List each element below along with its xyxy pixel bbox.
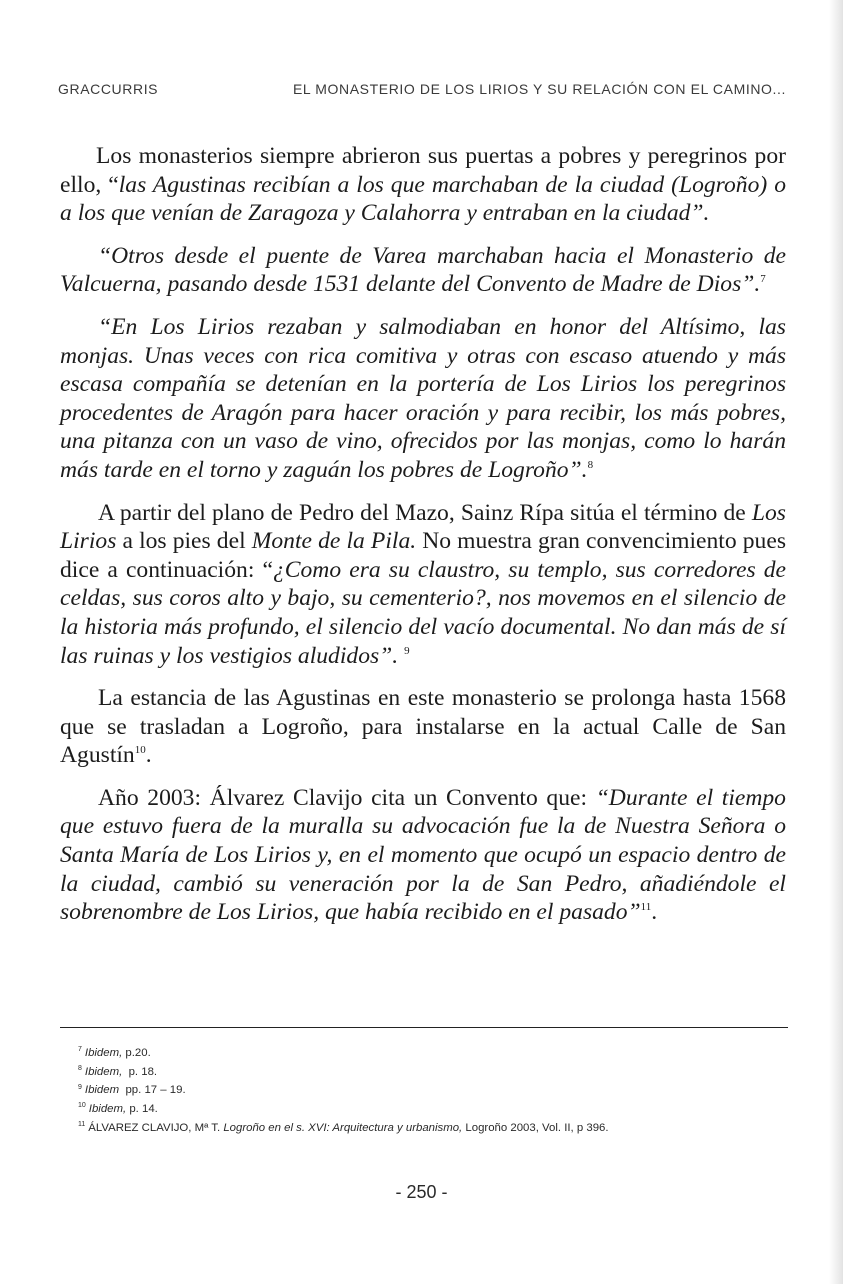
footnote-ref-8: 8 bbox=[587, 459, 594, 472]
paragraph-2 bbox=[60, 242, 786, 299]
footnote-11 bbox=[78, 1119, 798, 1138]
paragraph-4 bbox=[60, 499, 786, 671]
running-header bbox=[58, 81, 786, 103]
page-edge-shadow bbox=[829, 0, 843, 1284]
footnote-source: Ibidem, bbox=[84, 1065, 123, 1078]
footnote-source: Ibidem bbox=[84, 1084, 120, 1097]
article-body bbox=[60, 142, 786, 941]
paragraph-4-text-c: a los pies del bbox=[116, 528, 252, 555]
footnote-source: Ibidem, bbox=[84, 1047, 123, 1059]
footnote-number: 10 bbox=[78, 1102, 86, 1110]
paragraph-6-quote: “Durante el tiempo que estuvo fuera de la muralla su advocación fue la de Nuestra Señora o Santa María de Los Lirios y, en el momento que ocupó un espacio dentro de la ciudad, cambió su veneración por la de San Pedro, añadiéndole el sobrenombre de Los Lirios, que había recibido en el pasado” bbox=[60, 784, 786, 926]
paragraph-2-quote: “Otros desde el puente de Varea marchaban hacia el Monasterio de Valcuerna, pasando desde 1531 delante del Convento de Madre de Dios”. bbox=[60, 242, 786, 298]
footnote-number: 11 bbox=[78, 1121, 86, 1129]
paragraph-5-end: . bbox=[145, 742, 152, 769]
footnote-author: ÁLVAREZ CLAVIJO, Mª T. bbox=[88, 1121, 224, 1134]
paragraph-3-quote: “En Los Lirios rezaban y salmodiaban en honor del Altísimo, las monjas. Unas veces con rica comitiva y otras con escaso atuendo y más escasa compañía se detenían en la portería de Los Lirios los peregrinos procedentes de Aragón para hacer oración y para recibir, los más pobres, una pitanza con un vaso de vino, ofrecidos por las monjas, como lo harán más tarde en el torno y zaguán los pobres de Logroño”. bbox=[60, 313, 786, 483]
paragraph-4-place-lirios: Los Lirios bbox=[60, 499, 786, 555]
footnote-8 bbox=[78, 1063, 798, 1082]
footnote-7 bbox=[78, 1044, 798, 1063]
footnote-number: 8 bbox=[78, 1064, 82, 1072]
footnote-9 bbox=[78, 1081, 798, 1100]
paragraph-6 bbox=[60, 784, 786, 927]
footnote-pages: p. 18. bbox=[122, 1065, 158, 1078]
header-article-title: EL MONASTERIO DE LOS LIRIOS Y SU RELACIÓN CON EL CAMINO... bbox=[292, 81, 786, 97]
footnote-10 bbox=[78, 1100, 798, 1119]
footnote-pages: Logroño 2003, Vol. II, p 396. bbox=[462, 1121, 609, 1134]
footnote-number: 9 bbox=[78, 1083, 82, 1091]
header-journal-name: GRACCURRIS bbox=[58, 81, 159, 97]
paragraph-4-place-monte: Monte de la Pila. bbox=[251, 528, 417, 555]
footnotes bbox=[78, 1044, 798, 1138]
footnote-pages: pp. 17 – 19. bbox=[119, 1084, 186, 1097]
paragraph-4-text-a: A partir del plano de Pedro del Mazo, Sainz Rípa sitúa el término de bbox=[98, 499, 752, 526]
paragraph-4-text-e: No muestra gran convencimiento pues dice a continuación: “ bbox=[60, 528, 787, 583]
paragraph-1-text: Los monasterios siempre abrieron sus puertas a pobres y peregrinos por ello, “ bbox=[60, 143, 786, 198]
footnote-pages: p.20. bbox=[122, 1047, 151, 1059]
paragraph-1 bbox=[60, 142, 786, 228]
footnote-ref-9: 9 bbox=[404, 644, 410, 657]
paragraph-6-text: Año 2003: Álvarez Clavijo cita un Convento que: bbox=[98, 784, 596, 811]
footnote-pages: p. 14. bbox=[126, 1103, 158, 1116]
footnote-ref-10: 10 bbox=[134, 744, 146, 757]
paragraph-3 bbox=[60, 313, 786, 485]
footnote-separator bbox=[60, 1027, 788, 1028]
footnote-source: Logroño en el s. XVI: Arquitectura y urbanismo, bbox=[223, 1121, 463, 1134]
paragraph-1-quote: las Agustinas recibían a los que marchaban de la ciudad (Logroño) o a los que venían de Zaragoza y Calahorra y entraban en la ciudad”. bbox=[60, 171, 786, 227]
footnote-source: Ibidem, bbox=[88, 1103, 127, 1116]
footnote-number: 7 bbox=[78, 1046, 82, 1054]
paragraph-5-text: La estancia de las Agustinas en este monasterio se prolonga hasta 1568 que se trasladan a Logroño, para instalarse en la actual Calle de San Agustín bbox=[60, 685, 786, 769]
page-number: - 250 - bbox=[395, 1182, 448, 1202]
paragraph-5 bbox=[60, 684, 786, 770]
paragraph-4-quote: ¿Como era su claustro, su templo, sus corredores de celdas, sus coros alto y bajo, su cementerio?, nos movemos en el silencio de la historia más profundo, el silencio del vacío documental. No dan más de sí las ruinas y los vestigios aludidos”. bbox=[60, 556, 786, 669]
footnote-ref-7: 7 bbox=[760, 273, 766, 286]
footnote-ref-11: 11 bbox=[640, 901, 652, 914]
paragraph-6-end: . bbox=[651, 899, 658, 926]
